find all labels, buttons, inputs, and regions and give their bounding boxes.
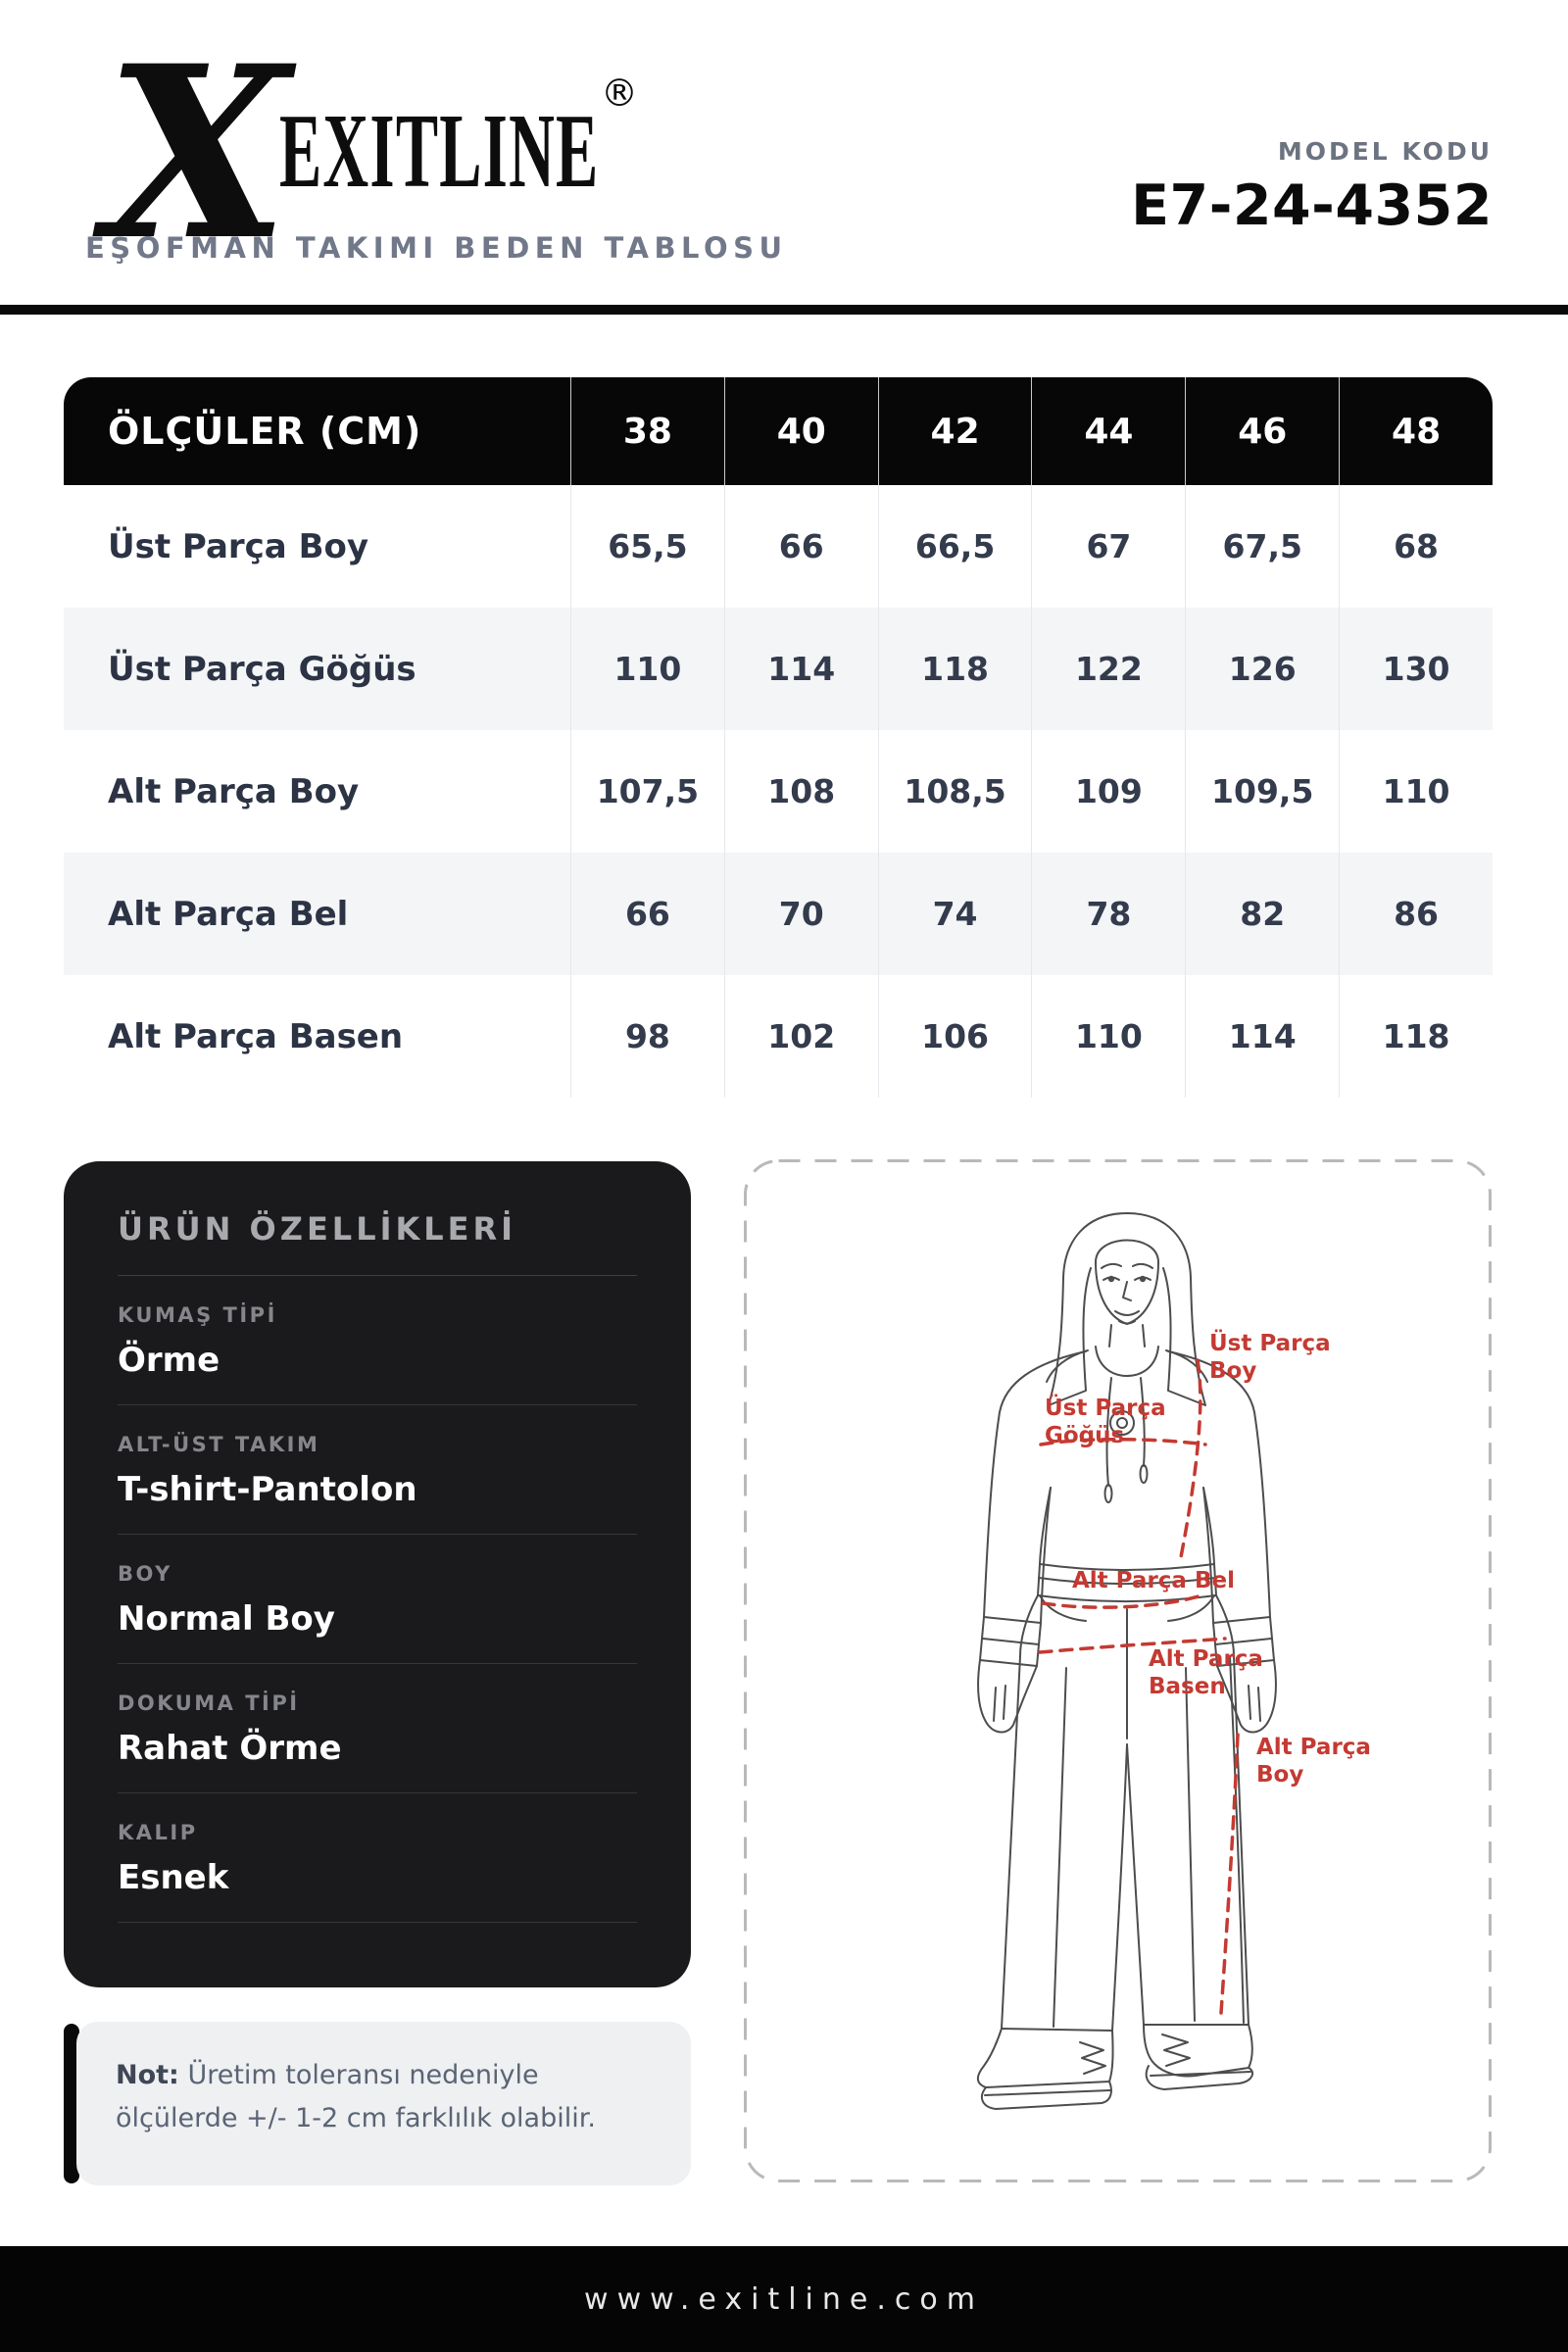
figure-dashed-border [746,1161,1491,2181]
size-value-cell: 74 [878,853,1032,975]
row-label: Üst Parça Boy [108,526,369,566]
size-value-cell: 114 [1185,975,1339,1098]
feature-value: Örme [118,1341,220,1380]
size-value-cell: 110 [1339,730,1493,853]
registered-mark-icon: ® [601,72,638,115]
top-divider [0,305,1568,315]
website-url: www.exitline.com [584,2281,984,2317]
size-value-cell: 78 [1031,853,1185,975]
size-value-cell: 86 [1339,853,1493,975]
annotation-line: Üst Parça [1045,1396,1166,1421]
annotation-alt-parca-bel [1072,1568,1235,1593]
size-guide-figure [743,1158,1493,2183]
feature-label: ALT-ÜST TAKIM [118,1433,320,1456]
feature-item [118,1405,637,1535]
table-row [64,975,1493,1098]
feature-value: Esnek [118,1858,229,1897]
size-value-cell: 126 [1185,608,1339,730]
feature-item [118,1664,637,1793]
size-value-cell: 107,5 [570,730,724,853]
feature-value: T-shirt-Pantolon [118,1470,417,1509]
size-column-header: 48 [1339,377,1493,485]
size-value-cell: 110 [1031,975,1185,1098]
brand-logo [83,27,691,253]
annotation-ust-parca-boy [1209,1329,1339,1384]
row-label: Alt Parça Basen [108,1016,404,1056]
annotation-line: Basen [1149,1674,1226,1699]
annotation-line: Üst Parça [1209,1331,1331,1356]
size-value-cell: 65,5 [570,485,724,608]
size-value-cell: 118 [878,608,1032,730]
size-value-cell: 122 [1031,608,1185,730]
product-features-panel [64,1161,691,1987]
feature-item [118,1276,637,1405]
size-value-cell: 108 [724,730,878,853]
logo-wordmark: EXITLINE [279,93,600,211]
note-text [76,2022,691,2185]
feature-value: Normal Boy [118,1599,335,1639]
size-value-cell: 109,5 [1185,730,1339,853]
footer-bar [0,2246,1568,2352]
size-value-cell: 102 [724,975,878,1098]
feature-label: BOY [118,1562,172,1586]
table-row [64,485,1493,608]
size-column-header: 38 [570,377,724,485]
size-value-cell: 109 [1031,730,1185,853]
model-code-block [1131,137,1493,238]
size-column-header: 44 [1031,377,1185,485]
size-value-cell: 110 [570,608,724,730]
note-box [64,2022,691,2185]
size-value-cell: 108,5 [878,730,1032,853]
measure-line-ust-parca-boy [1180,1360,1200,1562]
size-value-cell: 98 [570,975,724,1098]
feature-item [118,1535,637,1664]
annotation-alt-parca-boy [1256,1735,1379,1788]
size-column-header: 42 [878,377,1032,485]
table-header-row [64,377,1493,485]
row-label: Üst Parça Göğüs [108,649,416,689]
size-value-cell: 114 [724,608,878,730]
annotation-alt-parca-basen [1149,1646,1271,1699]
annotation-line: Boy [1209,1358,1257,1384]
row-label: Alt Parça Boy [108,771,360,811]
model-code-value: E7-24-4352 [1131,173,1493,238]
measure-line-alt-parca-boy [1221,1735,1238,2013]
size-value-cell: 68 [1339,485,1493,608]
size-column-header: 40 [724,377,878,485]
page-subtitle: EŞOFMAN TAKIMI BEDEN TABLOSU [85,231,788,265]
annotation-line: Alt Parça [1149,1646,1263,1672]
annotation-line: Alt Parça Bel [1072,1568,1235,1593]
size-value-cell: 66 [724,485,878,608]
feature-item [118,1793,637,1923]
size-value-cell: 130 [1339,608,1493,730]
feature-label: DOKUMA TİPİ [118,1691,300,1715]
size-value-cell: 70 [724,853,878,975]
model-code-label: MODEL KODU [1277,137,1493,166]
table-row [64,853,1493,975]
size-value-cell: 118 [1339,975,1493,1098]
size-value-cell: 106 [878,975,1032,1098]
feature-label: KUMAŞ TİPİ [118,1303,277,1327]
size-value-cell: 66,5 [878,485,1032,608]
table-row [64,608,1493,730]
figure-illustration [743,1158,1493,2183]
header-measure-label: ÖLÇÜLER (CM) [108,410,422,453]
annotation-line: Alt Parça [1256,1735,1371,1760]
row-label: Alt Parça Bel [108,894,349,934]
feature-value: Rahat Örme [118,1729,342,1768]
size-value-cell: 67 [1031,485,1185,608]
size-value-cell: 67,5 [1185,485,1339,608]
table-row [64,730,1493,853]
note-prefix: Not: [116,2060,179,2090]
note-body: Üretim toleransı nedeniyle ölçülerde +/- 1-2 cm farklılık olabilir. [116,2060,596,2133]
features-title: ÜRÜN ÖZELLİKLERİ [118,1210,517,1248]
size-value-cell: 66 [570,853,724,975]
size-table [64,377,1493,1098]
logo-x-glyph: X [105,27,289,253]
annotation-line: Göğüs [1045,1423,1125,1448]
annotation-line: Boy [1256,1762,1304,1788]
feature-label: KALIP [118,1821,198,1844]
size-value-cell: 82 [1185,853,1339,975]
size-column-header: 46 [1185,377,1339,485]
